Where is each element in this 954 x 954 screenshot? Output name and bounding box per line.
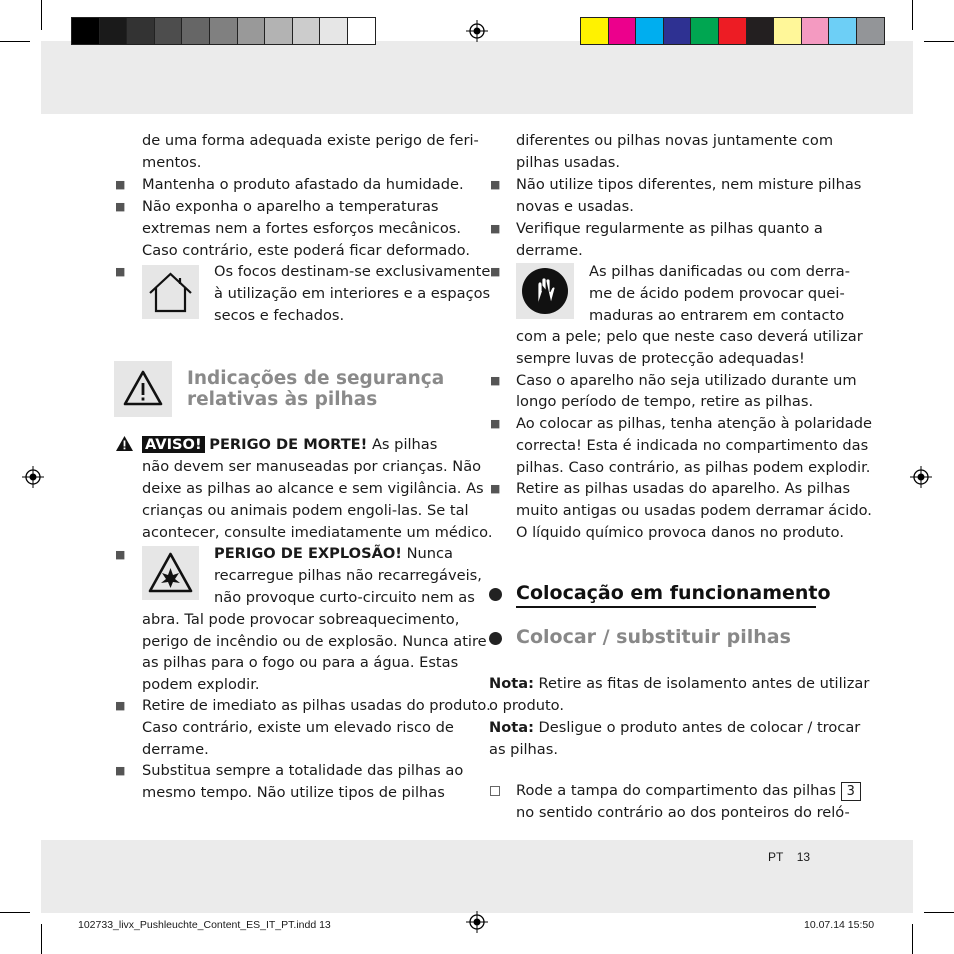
text-line: perigo de incêndio ou de explosão. Nunca atire <box>142 633 487 650</box>
text-line: à utilização em interiores e a espaços <box>214 285 491 302</box>
color-swatch <box>264 17 293 45</box>
text-line: deixe as pilhas ao alcance e sem vigilância. As <box>142 480 484 497</box>
text-line: não devem ser manuseadas por crianças. Não <box>142 458 482 475</box>
color-swatch <box>828 17 857 45</box>
color-swatch <box>773 17 802 45</box>
crop-mark <box>912 924 913 954</box>
color-swatch <box>126 17 155 45</box>
note-line <box>489 717 860 739</box>
color-swatch <box>71 17 100 45</box>
color-swatch <box>209 17 238 45</box>
bullet-square-icon: ■ <box>115 178 126 191</box>
crop-mark <box>41 924 42 954</box>
text-line: mesmo tempo. Não utilize tipos de pilhas <box>142 784 445 801</box>
bullet-square-icon: ■ <box>115 265 126 278</box>
color-swatch <box>237 17 266 45</box>
slug-date: 10.07.14 15:50 <box>804 919 875 931</box>
bullet-square-icon: ■ <box>490 265 501 278</box>
text-line: correcta! Esta é indicada no compartimento das <box>516 437 869 454</box>
color-swatch <box>319 17 348 45</box>
heading-batteries: Colocar / substituir pilhas <box>516 626 791 648</box>
color-swatch <box>663 17 692 45</box>
text-line: Caso o aparelho não seja utilizado durante um <box>516 372 857 389</box>
house-icon <box>142 265 199 319</box>
text-span: Retire as fitas de isolamento antes de utilizar <box>533 675 870 692</box>
text-line: derrame. <box>142 741 209 758</box>
warning-icon <box>114 361 172 417</box>
gloves-icon <box>516 263 574 319</box>
text-line: secos e fechados. <box>214 307 345 324</box>
text-line: derrame. <box>516 242 583 259</box>
text-line: Não exponha o aparelho a temperaturas <box>142 198 439 215</box>
crop-mark <box>41 0 42 30</box>
color-swatch <box>746 17 775 45</box>
text-span: As pilhas <box>367 436 438 453</box>
text-line: acontecer, consulte imediatamente um médico. <box>142 524 493 541</box>
bullet-square-icon: ■ <box>115 200 126 213</box>
text-line: Ao colocar as pilhas, tenha atenção à polaridade <box>516 415 872 432</box>
text-line: não provoque curto-circuito nem as <box>214 589 475 606</box>
heading-underline <box>516 606 816 608</box>
text-span: Desligue o produto antes de colocar / trocar <box>533 719 861 736</box>
crop-mark <box>924 912 954 913</box>
text-line: pilhas usadas. <box>516 154 621 171</box>
text-line: abra. Tal pode provocar sobreaquecimento, <box>142 611 460 628</box>
color-swatch <box>181 17 210 45</box>
text-line: recarregue pilhas não recarregáveis, <box>214 567 482 584</box>
bullet-square-icon: ■ <box>490 417 501 430</box>
bullet-square-icon: ■ <box>115 699 126 712</box>
text-line: extremas nem a fortes esforços mecânicos. <box>142 220 461 237</box>
color-swatch <box>292 17 321 45</box>
text-line: Os focos destinam-se exclusivamente <box>214 263 491 280</box>
text-line: maduras ao entrarem em contacto <box>589 307 845 324</box>
text-span: Nunca <box>401 545 453 562</box>
text-line: Substitua sempre a totalidade das pilhas ao <box>142 762 464 779</box>
page-number: 13 <box>796 850 811 864</box>
slug-filename: 102733_livx_Pushleuchte_Content_ES_IT_PT.indd 13 <box>78 919 331 931</box>
text-span: Rode a tampa do compartimento das pilhas <box>516 782 836 799</box>
color-swatch <box>347 17 376 45</box>
crop-mark <box>0 912 30 913</box>
text-line: longo período de tempo, retire as pilhas. <box>516 393 814 410</box>
aviso-label: AVISO! <box>142 436 205 453</box>
text-line: Verifique regularmente as pilhas quanto a <box>516 220 823 237</box>
bullet-square-icon: ■ <box>490 222 501 235</box>
section-title <box>187 368 444 410</box>
note-label: Nota: <box>489 675 534 692</box>
text-line: podem explodir. <box>142 676 260 693</box>
text-line: Mantenha o produto afastado da humidade. <box>142 176 464 193</box>
heading-setup: Colocação em funcionamento <box>516 582 831 604</box>
warning-text-line <box>214 543 453 565</box>
text-line: Retire as pilhas usadas do aparelho. As pilhas <box>516 480 851 497</box>
page-footer <box>768 850 810 864</box>
text-line: O líquido químico provoca danos no produto. <box>516 524 844 541</box>
danger-label: PERIGO DE MORTE! <box>209 436 368 453</box>
note-label: Nota: <box>489 719 534 736</box>
text-line: com a pele; pelo que neste caso deverá utilizar <box>516 328 863 345</box>
text-line: me de ácido podem provocar quei- <box>589 285 845 302</box>
step-checkbox-icon <box>490 786 500 796</box>
text-line: mentos. <box>142 154 202 171</box>
text-line: as pilhas. <box>489 741 558 758</box>
text-line: crianças ou animais podem engoli-las. Se tal <box>142 502 469 519</box>
color-swatch <box>99 17 128 45</box>
section-title-line: relativas às pilhas <box>187 389 378 410</box>
registration-mark-icon <box>466 911 488 933</box>
crop-mark <box>924 41 954 42</box>
color-swatch <box>856 17 885 45</box>
text-line: Caso contrário, este poderá ficar deformado. <box>142 242 470 259</box>
color-swatch <box>635 17 664 45</box>
color-swatch <box>801 17 830 45</box>
color-swatch <box>718 17 747 45</box>
danger-label: PERIGO DE EXPLOSÃO! <box>214 545 402 562</box>
text-line: Não utilize tipos diferentes, nem misture pilhas <box>516 176 862 193</box>
bullet-square-icon: ■ <box>115 764 126 777</box>
bullet-square-icon: ■ <box>490 482 501 495</box>
registration-mark-icon <box>22 466 44 488</box>
color-swatch <box>154 17 183 45</box>
text-line: novas e usadas. <box>516 198 634 215</box>
text-line: Caso contrário, existe um elevado risco de <box>142 719 454 736</box>
text-line: de uma forma adequada existe perigo de feri- <box>142 132 479 149</box>
text-line: no sentido contrário ao dos ponteiros do reló- <box>516 804 850 821</box>
color-swatch <box>608 17 637 45</box>
section-title-line: Indicações de segurança <box>187 368 445 389</box>
note-line <box>489 673 869 695</box>
color-swatch <box>690 17 719 45</box>
bullet-square-icon: ■ <box>115 548 126 561</box>
explosion-icon <box>142 546 199 600</box>
part-reference: 3 <box>841 782 861 801</box>
text-line: pilhas. Caso contrário, as pilhas podem explodir. <box>516 459 871 476</box>
text-line: As pilhas danificadas ou com derra- <box>589 263 850 280</box>
warning-text-line <box>142 434 437 456</box>
step-line <box>516 780 861 802</box>
text-line: as pilhas para o fogo ou para a água. Estas <box>142 654 459 671</box>
heading-bullet-icon <box>489 632 502 645</box>
heading-bullet-icon <box>489 588 502 601</box>
registration-mark-icon <box>466 20 488 42</box>
text-line: o produto. <box>489 697 564 714</box>
header-band <box>41 41 913 114</box>
bullet-square-icon: ■ <box>490 178 501 191</box>
text-line: muito antigas ou usadas podem derramar ácido. <box>516 502 872 519</box>
text-line: Retire de imediato as pilhas usadas do produto. <box>142 697 491 714</box>
color-swatch <box>580 17 609 45</box>
warning-small-icon <box>115 435 134 452</box>
crop-mark <box>912 0 913 30</box>
bullet-square-icon: ■ <box>490 374 501 387</box>
registration-mark-icon <box>910 466 932 488</box>
text-line: diferentes ou pilhas novas juntamente com <box>516 132 834 149</box>
text-line: sempre luvas de protecção adequadas! <box>516 350 805 367</box>
crop-mark <box>0 41 30 42</box>
language-code: PT <box>768 850 784 864</box>
